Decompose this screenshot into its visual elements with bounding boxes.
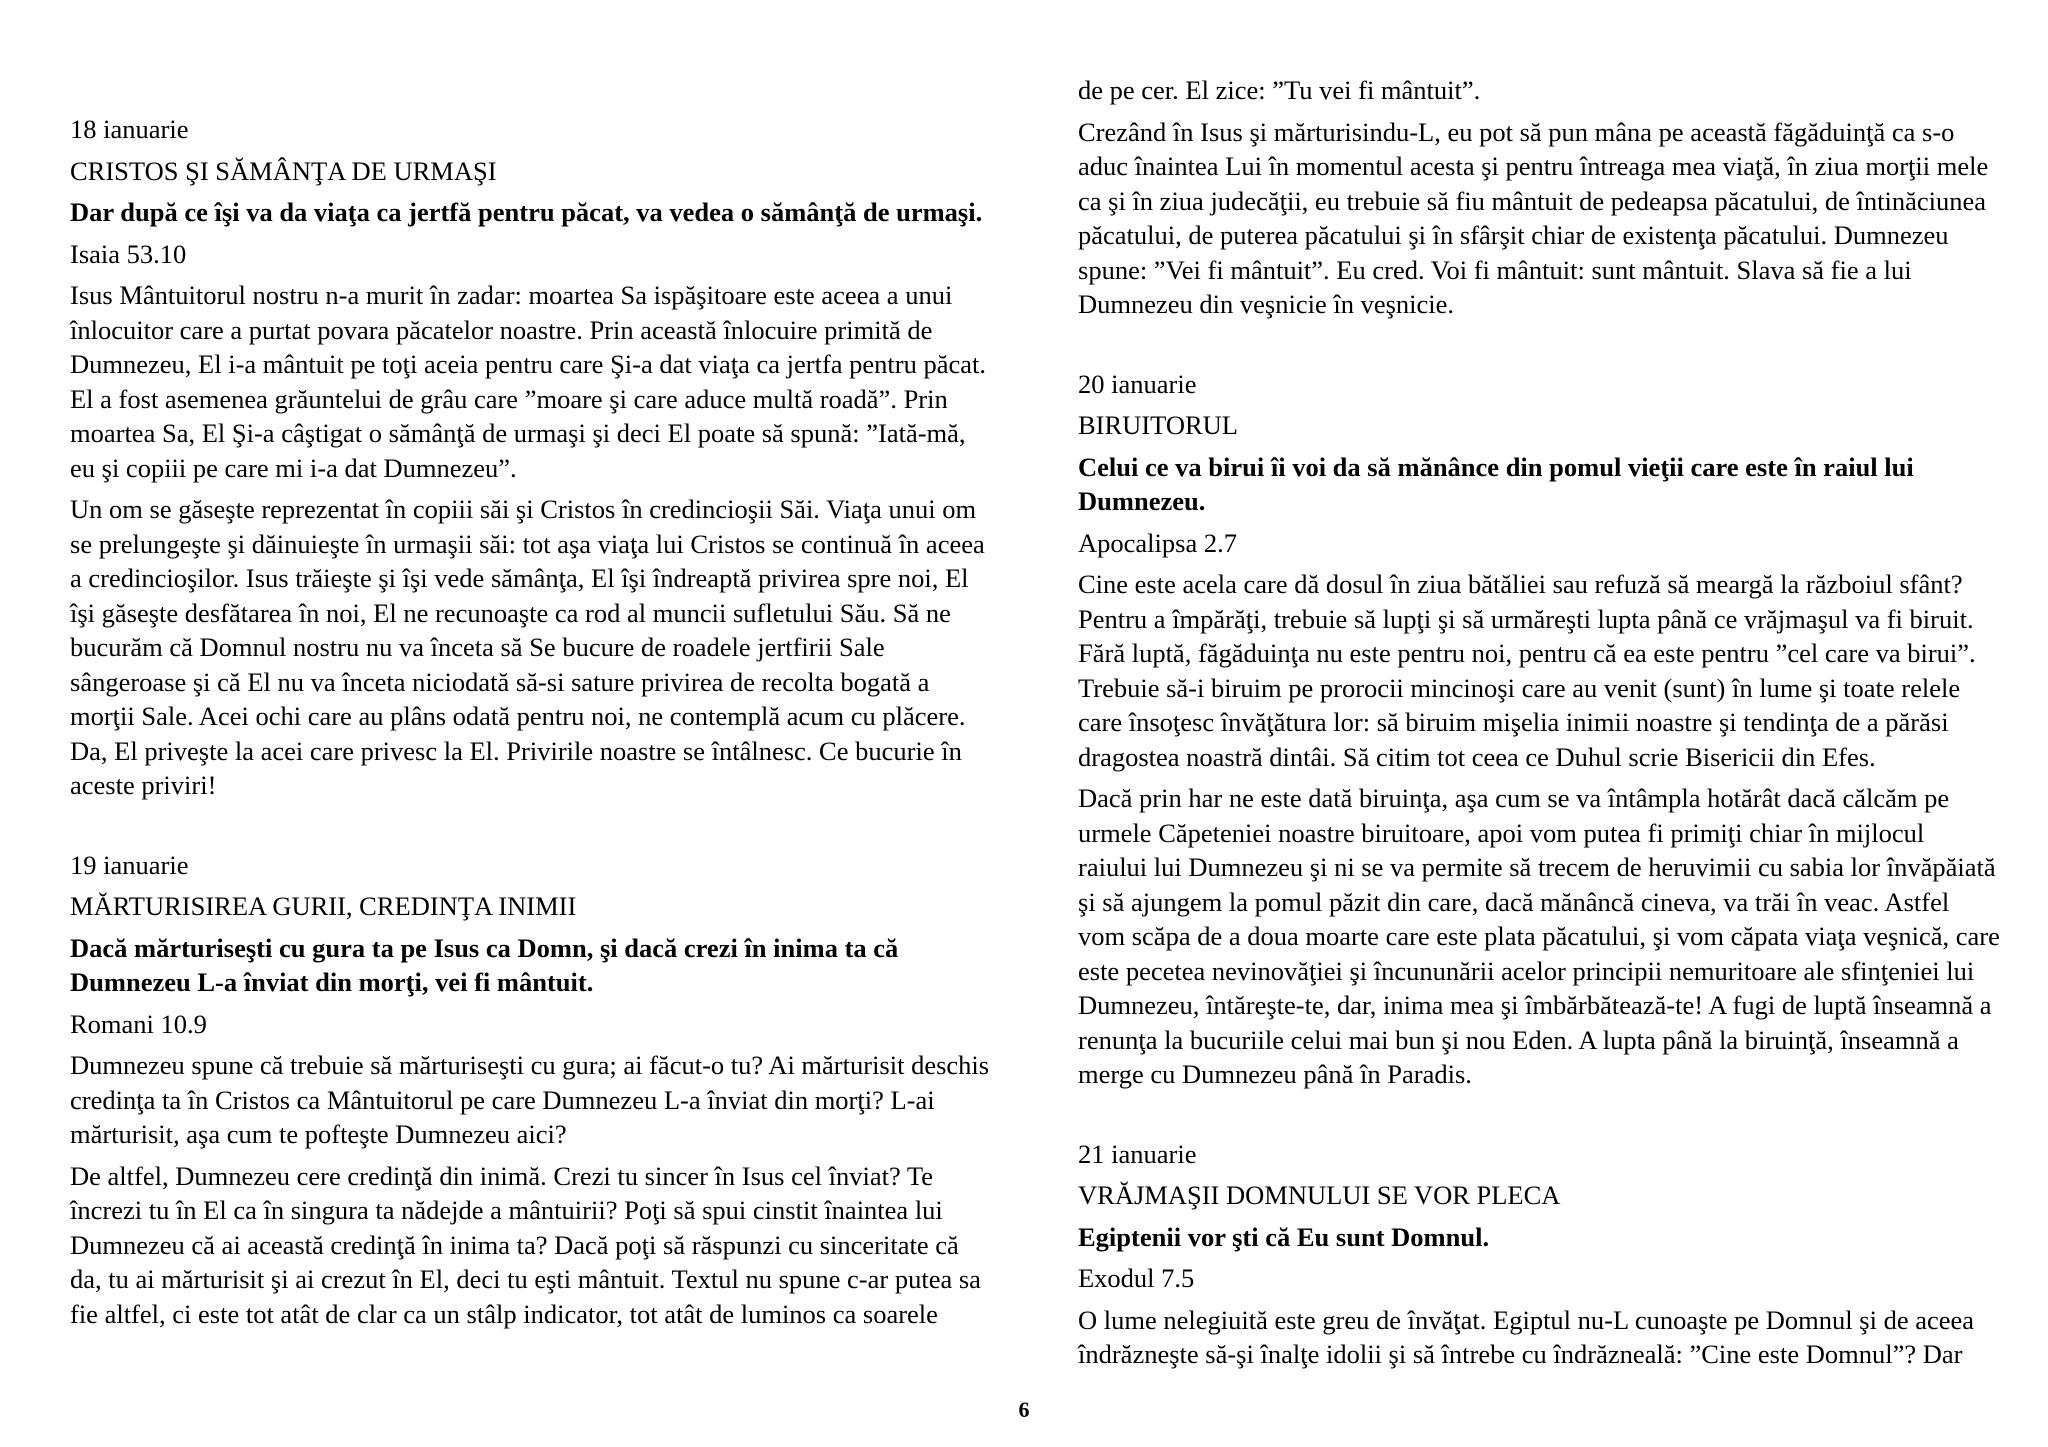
entry-paragraph: O lume nelegiuită este greu de învăţat. Egiptul nu-L cunoaşte pe Domnul şi de aceea îndrăzneşte să-şi înalţe idolii şi să întrebe cu îndrăzneală: ”Cine este Domnul”? Dar	[1078, 1304, 1975, 1369]
entry-paragraph: Dacă prin har ne este dată biruinţa, aşa cum se va întâmpla hotărât dacă călcăm pe urmele Căpeteniei noastre biruitoare, apoi vom putea fi primiţi chiar în mijlocul raiului lui Dumnezeu şi ni se va permite să trecem de heruvimii cu sabia lor învăpăiată şi să ajungem la pomul păzit din care, dacă mănâncă cineva, va trăi în veac. Astfel vom scăpa de a doua moarte care este plata păcatului, şi vom căpata viaţa veşnică, care este pecetea nevinovăţiei şi încununării acelor principii nemuritoare ale sfinţeniei lui Dumnezeu, întăreşte-te, dar, inima mea şi îmbărbătează-te! A fugi de luptă înseamnă a renunţa la bucuriile celui mai bun şi nou Eden. A lupta până la biruinţă, înseamnă a merge cu Dumnezeu până în Paradis.	[1078, 783, 2000, 1089]
right-column	[1078, 73, 2000, 1417]
entry-paragraph: Cine este acela care dă dosul în ziua bătăliei sau refuză să meargă la războiul sfânt? Pentru a împărăţi, trebuie să lupţi şi să urmăreşti lupta până ce vrăjmaşul va fi biruit. Fără luptă, făgăduinţa nu este pentru noi, pentru că ea este pentru ”cel care va birui”. Trebuie să-i biruim pe prorocii mincinoşi care au venit (sunt) în lume şi toate relele care însoţesc învăţătura lor: să biruim mişelia inimii noastre şi tendinţa de a părăsi dragostea noastră dintâi. Să citim tot ceea ce Duhul scrie Bisericii din Efes.	[1078, 569, 1976, 772]
entry-verse: Celui ce va birui îi voi da să mănânce din pomul vieţii care este în raiul lui Dumnezeu.	[1078, 451, 1914, 516]
entry-paragraph: Isus Mântuitorul nostru n-a murit în zadar: moartea Sa ispăşitoare este aceea a unui înlocuitor care a purtat povara păcatelor noastre. Prin această înlocuire primită de Dumnezeu, El i-a mântuit pe toţi aceia pentru care Şi-a dat viaţa ca jertfa pentru păcat. El a fost asemenea grăuntelui de grâu care ”moare şi care aduce multă roadă”. Prin moartea Sa, El Şi-a câştigat o sămânţă de urmaşi şi deci El poate să spună: ”Iată-mă, eu şi copiii pe care mi i-a dat Dumnezeu”.	[70, 280, 987, 483]
entry-paragraph: de pe cer. El zice: ”Tu vei fi mântuit”.	[1078, 75, 1481, 105]
entry-reference: Apocalipsa 2.7	[1078, 527, 1237, 558]
entry-date: 18 ianuarie	[70, 114, 189, 144]
entry-reference: Exodul 7.5	[1078, 1263, 1195, 1293]
entry-verse: Dacă mărturiseşti cu gura ta pe Isus ca Domn, şi dacă crezi în inima ta că Dumnezeu L-a înviat din morţi, vei fi mântuit.	[70, 932, 899, 997]
entry-date: 21 ianuarie	[1078, 1138, 1197, 1169]
entry-paragraph: Un om se găseşte reprezentat în copiii săi şi Cristos în credincioşii Săi. Viaţa unui om se prelungeşte şi dăinuieşte în urmaşii săi: tot aşa viaţa lui Cristos se continuă în aceea a credincioşilor. Isus trăieşte şi îşi vede sămânţa, El îşi îndreaptă privirea spre noi, El îşi găseşte desfătarea în noi, El ne recunoaşte ca rod al muncii sufletului Său. Să ne bucurăm că Domnul nostru nu va înceta să Se bucure de roadele jertfirii Sale sângeroase şi că El nu va înceta niciodată să-si sature privirea de recolta bogată a morţii Sale. Acei ochi care au plâns odată pentru noi, ne contemplă acum cu plăcere. Da, El priveşte la acei care privesc la El. Privirile noastre se întâlnesc. Ce bucurie în aceste priviri!	[70, 494, 985, 800]
entry-paragraph: Dumnezeu spune că trebuie să mărturiseşti cu gura; ai făcut-o tu? Ai mărturisit deschis credinţa ta în Cristos ca Mântuitorul pe care Dumnezeu L-a înviat din morţi? L-ai mărturisit, aşa cum te pofteşte Dumnezeu aici?	[70, 1050, 990, 1149]
entry-paragraph: Crezând în Isus şi mărturisindu-L, eu pot să pun mâna pe această făgăduinţă ca s-o aduc înaintea Lui în momentul acesta şi pentru întreaga mea viaţă, în ziua morţii mele ca şi în ziua judecăţii, eu trebuie să fiu mântuit de pedeapsa păcatului, de întinăciunea păcatului, de puterea păcatului şi în sfârşit chiar de existenţa păcatului. Dumnezeu spune: ”Vei fi mântuit”. Eu cred. Voi fi mântuit: sunt mântuit. Slava să fie a lui Dumnezeu din veşnicie în veşnicie.	[1078, 116, 1989, 319]
entry-verse: Egiptenii vor şti că Eu sunt Domnul.	[1078, 1221, 1490, 1252]
entry-title: VRĂJMAŞII DOMNULUI SE VOR PLECA	[1078, 1180, 1561, 1210]
page-number: 6	[1018, 1397, 1030, 1422]
entry-title: CRISTOS ŞI SĂMÂNŢA DE URMAŞI	[70, 155, 497, 186]
left-column	[70, 112, 990, 1376]
entry-date: 19 ianuarie	[70, 849, 189, 880]
entry-reference: Isaia 53.10	[70, 238, 187, 269]
devotional-entry-jan19	[70, 848, 990, 1332]
devotional-entry-jan21	[1078, 1137, 2000, 1372]
entry-reference: Romani 10.9	[70, 1008, 207, 1039]
entry-verse: Dar după ce îşi va da viaţa ca jertfă pentru păcat, va vedea o sămânţă de urmaşi.	[70, 197, 983, 227]
devotional-entry-jan19-continued	[1078, 73, 2000, 322]
entry-title: MĂRTURISIREA GURII, CREDINŢA INIMII	[70, 891, 577, 921]
entry-title: BIRUITORUL	[1078, 410, 1238, 440]
devotional-entry-jan20	[1078, 367, 2000, 1092]
entry-paragraph: De altfel, Dumnezeu cere credinţă din inimă. Crezi tu sincer în Isus cel înviat? Te încrezi tu în El ca în singura ta nădejde a mântuirii? Poţi să spui cinstit înaintea lui Dumnezeu că ai această credinţă în inima ta? Dacă poţi să răspunzi cu sinceritate că da, tu ai mărturisit şi ai crezut în El, deci tu eşti mântuit. Textul nu spune c-ar putea sa fie altfel, ci este tot atât de clar ca un stâlp indicator, tot atât de luminos ca soarele	[70, 1160, 981, 1329]
devotional-entry-jan18	[70, 112, 990, 803]
entry-date: 20 ianuarie	[1078, 368, 1197, 399]
